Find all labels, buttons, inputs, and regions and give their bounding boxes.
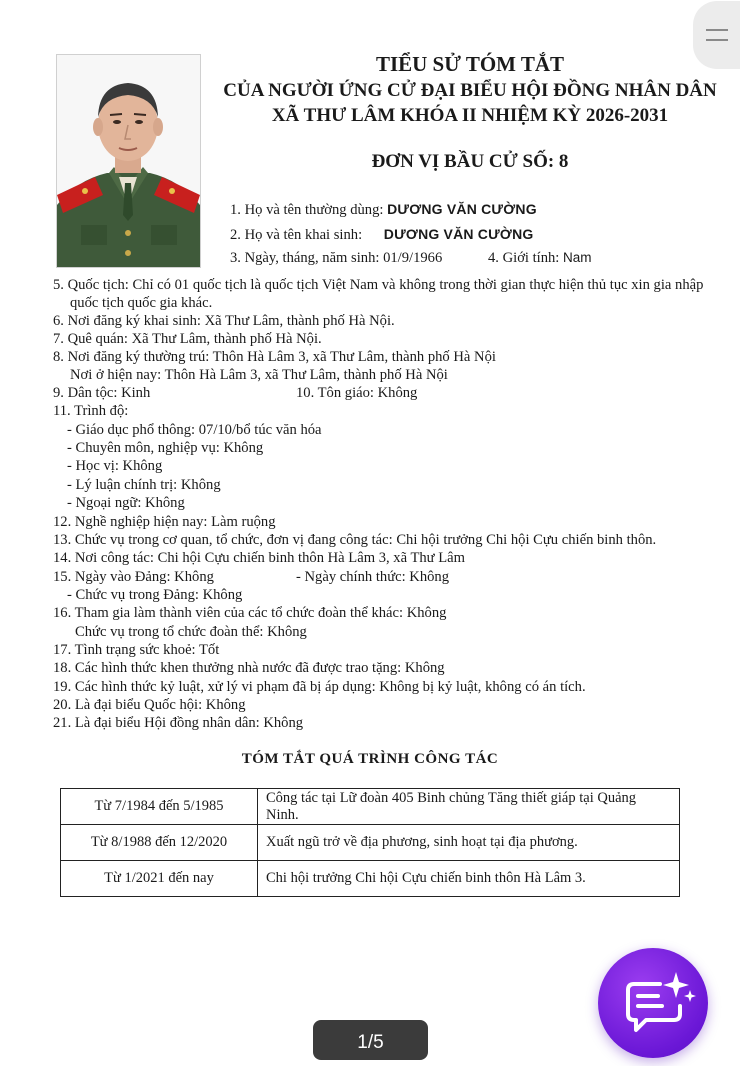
- ai-assistant-button[interactable]: [598, 948, 708, 1058]
- field-political-theory: - Lý luận chính trị: Không: [67, 477, 221, 493]
- field-religion: 10. Tôn giáo: Không: [296, 385, 418, 401]
- field-ethnicity: 9. Dân tộc: Kinh: [53, 385, 151, 401]
- person-portrait-icon: [57, 55, 200, 267]
- constituency-title: ĐƠN VỊ BẦU CỬ SỐ: 8: [371, 151, 569, 172]
- field-national-assembly: 20. Là đại biểu Quốc hội: Không: [53, 697, 246, 713]
- description-cell: Công tác tại Lữ đoàn 405 Binh chủng Tăng thiết giáp tại Quảng Ninh.: [258, 789, 680, 825]
- field-education-heading: 11. Trình độ:: [53, 403, 129, 419]
- ai-chat-sparkle-icon: [598, 948, 708, 1058]
- field-party-join-date: 15. Ngày vào Đảng: Không: [53, 569, 214, 585]
- period-cell: Từ 7/1984 đến 5/1985: [61, 789, 258, 825]
- field-hometown: 7. Quê quán: Xã Thư Lâm, thành phố Hà Nội.: [53, 331, 322, 347]
- field-party-position: - Chức vụ trong Đảng: Không: [67, 587, 243, 603]
- field-birth-date: 3. Ngày, tháng, năm sinh: 01/9/1966: [230, 250, 443, 266]
- field-current-residence: Nơi ở hiện nay: Thôn Hà Lâm 3, xã Thư Lâm, thành phố Hà Nội: [70, 367, 448, 383]
- doc-subtitle-1: CỦA NGƯỜI ỨNG CỬ ĐẠI BIỂU HỘI ĐỒNG NHÂN DÂN: [223, 80, 717, 101]
- field-nationality: 5. Quốc tịch: Chỉ có 01 quốc tịch là quốc tịch Việt Nam và không trong thời gian thực hiện thủ tục xin gia nhập: [53, 277, 704, 293]
- field-position: 13. Chức vụ trong cơ quan, tổ chức, đơn vị đang công tác: Chi hội trưởng Chi hội Cựu chiến binh thôn.: [53, 532, 657, 548]
- field-occupation: 12. Nghề nghiệp hiện nay: Làm ruộng: [53, 514, 276, 530]
- period-cell: Từ 8/1988 đến 12/2020: [61, 825, 258, 861]
- scroll-handle[interactable]: [693, 1, 740, 69]
- common-name-value: DƯƠNG VĂN CƯỜNG: [387, 201, 537, 217]
- field-peoples-council: 21. Là đại biểu Hội đồng nhân dân: Không: [53, 715, 304, 731]
- field-birth-name: [230, 225, 533, 244]
- table-row: [61, 789, 680, 825]
- field-organizations: 16. Tham gia làm thành viên của các tổ chức đoàn thể khác: Không: [53, 605, 447, 621]
- table-row: [61, 825, 680, 861]
- work-history-table: [60, 788, 680, 897]
- doc-subtitle-2: XÃ THƯ LÂM KHÓA II NHIỆM KỲ 2026-2031: [271, 105, 669, 126]
- period-cell: Từ 1/2021 đến nay: [61, 861, 258, 897]
- page-indicator: 1/5: [313, 1020, 428, 1060]
- field-birth-registration: 6. Nơi đăng ký khai sinh: Xã Thư Lâm, thành phố Hà Nội.: [53, 313, 395, 329]
- birth-name-value: DƯƠNG VĂN CƯỜNG: [383, 226, 534, 242]
- field-nationality-cont: quốc tịch quốc gia khác.: [70, 295, 213, 311]
- field-professional: - Chuyên môn, nghiệp vụ: Không: [67, 440, 264, 456]
- field-degree: - Học vị: Không: [67, 458, 163, 474]
- table-row: [61, 861, 680, 897]
- field-label: 2. Họ và tên khai sinh:: [230, 227, 363, 243]
- field-permanent-residence: 8. Nơi đăng ký thường trú: Thôn Hà Lâm 3, xã Thư Lâm, thành phố Hà Nội: [53, 349, 496, 365]
- field-organization-position: Chức vụ trong tổ chức đoàn thể: Không: [75, 624, 307, 640]
- field-label: 4. Giới tính:: [488, 250, 560, 266]
- field-awards: 18. Các hình thức khen thưởng nhà nước đã được trao tặng: Không: [53, 660, 445, 676]
- candidate-photo: [56, 54, 201, 268]
- doc-title: TIỂU SỬ TÓM TẮT: [375, 52, 565, 76]
- field-gender: [488, 249, 592, 267]
- field-workplace: 14. Nơi công tác: Chi hội Cựu chiến binh thôn Hà Lâm 3, xã Thư Lâm: [53, 550, 465, 566]
- field-foreign-language: - Ngoại ngữ: Không: [67, 495, 185, 511]
- description-cell: Xuất ngũ trở về địa phương, sinh hoạt tại địa phương.: [258, 825, 680, 861]
- description-cell: Chi hội trưởng Chi hội Cựu chiến binh thôn Hà Lâm 3.: [258, 861, 680, 897]
- field-party-official-date: - Ngày chính thức: Không: [296, 569, 450, 585]
- work-history-title: TÓM TẮT QUÁ TRÌNH CÔNG TÁC: [241, 751, 499, 767]
- field-label: 1. Họ và tên thường dùng:: [230, 202, 384, 218]
- field-general-education: - Giáo dục phổ thông: 07/10/bổ túc văn hóa: [67, 422, 322, 438]
- field-health: 17. Tình trạng sức khoẻ: Tốt: [53, 642, 220, 658]
- drag-handle-icon: [706, 29, 728, 41]
- gender-value: Nam: [563, 250, 592, 265]
- field-discipline: 19. Các hình thức kỷ luật, xử lý vi phạm đã bị áp dụng: Không bị kỷ luật, không có án tích.: [53, 679, 586, 695]
- field-common-name: [230, 200, 537, 219]
